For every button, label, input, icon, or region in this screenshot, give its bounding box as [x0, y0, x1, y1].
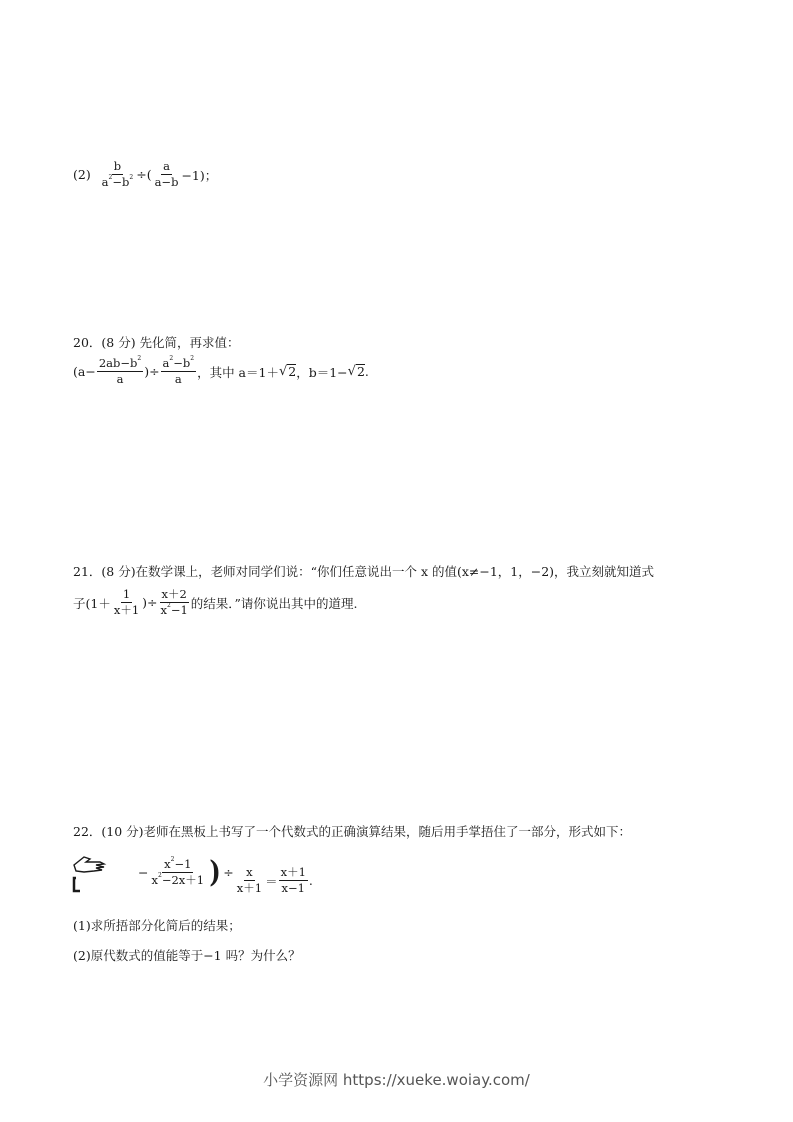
- fraction-a2-b2-over-a: $\frac{a^2-b^2}{a}$: [162, 355, 195, 387]
- sqrt-2: √ 2: [347, 364, 365, 380]
- q21-expression: 子(1＋ $\frac{1}{x+1}$ )÷ $\frac{x+2}{x^2-1}$ 的结果．”请你说出其中的道理.: [73, 587, 358, 618]
- q22-subquestion-1: (1)求所捂部分化简后的结果；: [73, 918, 241, 933]
- q19-part2-expression: (2) $\frac{b}{a^2-b^2}$ ÷ ( $\frac{a}{a-b}$ −1)；: [73, 159, 218, 190]
- fraction-2ab-b2-over-a: $\frac{2ab-b^2}{a}$: [98, 355, 142, 387]
- q22-expression: − $\frac{x^2-1}{x^2-2x+1}$ ) ÷ $\frac{x}{x+1}$ ＝ $\frac{x+1}{x-1}$ .: [70, 850, 313, 895]
- footer-watermark: 小学资源网 https://xueke.woiay.com/: [263, 1071, 530, 1089]
- hand-covering-icon: [70, 853, 132, 893]
- fraction-a-over-a-b: $\frac{a}{a-b}$: [154, 159, 179, 190]
- part-label: (2): [73, 167, 91, 183]
- fraction-x-plus-2-over-x2-1: $\frac{x+2}{x^2-1}$: [160, 587, 188, 618]
- divide-sign: ÷: [136, 167, 147, 183]
- q20-expression: (a− $\frac{2ab-b^2}{a}$ )÷ $\frac{a^2-b^2}{a}$ ，其中 a＝1＋ √ 2 ，b＝1− √ 2 .: [73, 355, 369, 387]
- q22-header: 22．(10 分)老师在黑板上书写了一个代数式的正确演算结果，随后用手掌捂住了一部分，形式如下：: [73, 824, 632, 839]
- q20-header: 20．(8 分) 先化简，再求值：: [73, 335, 240, 350]
- fraction-1-over-x-plus-1: $\frac{1}{x+1}$: [113, 587, 140, 618]
- fraction-b-over-a2-b2: $\frac{b}{a^2-b^2}$: [101, 159, 134, 190]
- q22-subquestion-2: (2)原代数式的值能等于−1 吗？为什么？: [73, 948, 301, 963]
- fraction-x2-1-over-x2-2x-1: $\frac{x^2-1}{x^2-2x+1}$: [151, 856, 205, 888]
- q21-line1: 21．(8 分)在数学课上，老师对同学们说：“你们任意说出一个 x 的值(x≠−1，1，−2)，我立刻就知道式: [73, 564, 655, 579]
- sqrt-2: √ 2: [278, 364, 297, 380]
- fraction-x-over-x-plus-1: $\frac{x}{x+1}$: [236, 865, 263, 896]
- fraction-x-plus-1-over-x-minus-1: $\frac{x+1}{x-1}$: [280, 865, 306, 896]
